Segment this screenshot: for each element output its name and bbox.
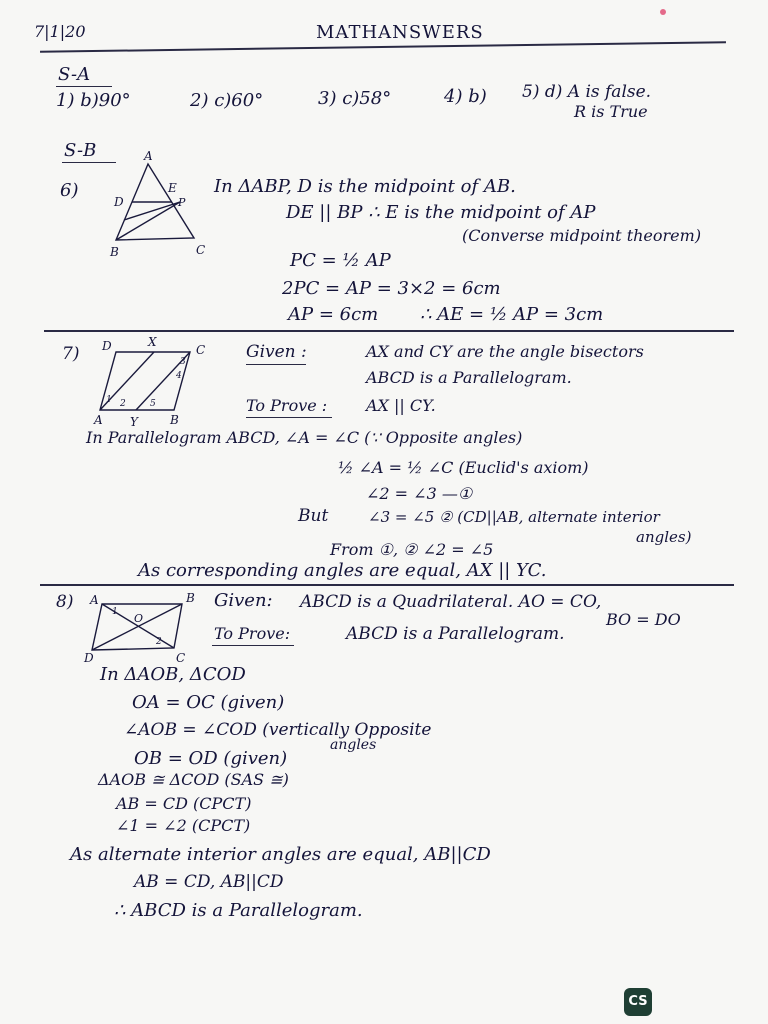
- q7-divider: [40, 584, 734, 586]
- q6-label-d: D: [114, 195, 124, 209]
- q8-prove-underline: [212, 645, 294, 646]
- q6-label-a: A: [144, 149, 153, 163]
- q7-angle-3: 3: [180, 357, 186, 367]
- q8-given-label: Given:: [214, 590, 273, 611]
- q7-prove-underline: [246, 417, 332, 418]
- q6-line-7: ∴ AE = ½ AP = 3cm: [420, 304, 604, 325]
- q7-angle-5: 5: [150, 399, 156, 409]
- q8-number: 8): [56, 592, 74, 612]
- q6-line-1: In ΔABP, D is the midpoint of AB.: [214, 176, 516, 197]
- answer-4: 4) b): [444, 86, 487, 107]
- q8-line-4: angles: [330, 737, 377, 753]
- q6-label-b: B: [110, 245, 119, 259]
- answer-2: 2) c)60°: [190, 90, 264, 111]
- answer-5-reason: R is True: [574, 102, 648, 121]
- q7-line-5: ∠3 = ∠5 ② (CD||AB, alternate interior: [368, 508, 660, 526]
- q6-line-4: PC = ½ AP: [290, 250, 391, 271]
- q8-label-b: B: [186, 591, 195, 605]
- q8-line-9: As alternate interior angles are equal, AB||CD: [70, 844, 491, 865]
- q8-angle-2: 2: [156, 637, 162, 647]
- q7-prove: AX || CY.: [366, 396, 436, 415]
- q8-line-3: ∠AOB = ∠COD (vertically Opposite: [124, 720, 432, 740]
- q6-line-6: AP = 6cm: [288, 304, 379, 325]
- q7-line-6: angles): [636, 528, 692, 546]
- q8-given-2: BO = DO: [606, 610, 681, 629]
- q7-given-underline: [246, 364, 306, 365]
- q6-label-p: P: [178, 196, 186, 209]
- q7-given-label: Given :: [246, 342, 307, 362]
- q8-line-11: ∴ ABCD is a Parallelogram.: [114, 900, 363, 921]
- answer-5: 5) d) A is false.: [522, 82, 652, 102]
- q7-line-3: ∠2 = ∠3 —①: [366, 484, 473, 503]
- q7-line-7: From ①, ② ∠2 = ∠5: [330, 540, 494, 559]
- q6-line-2: DE || BP ∴ E is the midpoint of AP: [286, 202, 596, 223]
- q8-line-1: In ΔAOB, ΔCOD: [100, 664, 246, 685]
- q8-line-5: OB = OD (given): [134, 748, 288, 769]
- q7-conclusion: As corresponding angles are equal, AX || YC.: [138, 560, 547, 581]
- q7-given-2: ABCD is a Parallelogram.: [366, 368, 572, 387]
- q6-divider: [44, 330, 734, 332]
- q8-line-7: AB = CD (CPCT): [116, 794, 252, 813]
- q8-quadrilateral-figure: [82, 590, 202, 666]
- q8-prove-label: To Prove:: [214, 624, 291, 643]
- q8-line-6: ΔAOB ≅ ΔCOD (SAS ≅): [98, 770, 289, 789]
- q7-label-x: X: [148, 335, 157, 349]
- q7-label-a: A: [94, 413, 103, 427]
- q6-line-5: 2PC = AP = 3×2 = 6cm: [282, 278, 501, 299]
- q7-angle-4: 4: [176, 371, 182, 381]
- q7-angle-2: 2: [120, 399, 126, 409]
- page-date: 7|1|20: [34, 22, 86, 41]
- q6-number: 6): [60, 180, 79, 201]
- q8-angle-1: 1: [112, 607, 118, 617]
- q6-label-c: C: [196, 243, 206, 257]
- q8-label-a: A: [90, 593, 99, 607]
- page-title: MATHANSWERS: [316, 22, 484, 43]
- q8-label-d: D: [84, 651, 94, 665]
- q7-line-4: But: [298, 506, 329, 526]
- q7-label-b: B: [170, 413, 179, 427]
- q8-label-o: O: [134, 612, 144, 625]
- q8-line-8: ∠1 = ∠2 (CPCT): [116, 816, 251, 835]
- q6-line-3: (Converse midpoint theorem): [462, 226, 702, 245]
- section-b-label: S-B: [64, 140, 97, 161]
- q7-label-c: C: [196, 343, 206, 357]
- q7-line-1: In Parallelogram ABCD, ∠A = ∠C (∵ Opposite angles): [86, 428, 523, 447]
- ink-dot: [660, 9, 666, 15]
- section-a-underline: [56, 86, 112, 87]
- q8-line-2: OA = OC (given): [132, 692, 285, 713]
- q8-line-10: AB = CD, AB||CD: [134, 872, 284, 892]
- q7-label-d: D: [102, 339, 112, 353]
- q7-parallelogram-figure: [92, 334, 208, 428]
- answer-3: 3) c)58°: [318, 88, 392, 109]
- q7-line-2: ½ ∠A = ½ ∠C (Euclid's axiom): [338, 458, 589, 477]
- q7-prove-label: To Prove :: [246, 396, 328, 415]
- q7-angle-1: 1: [106, 395, 112, 405]
- q6-triangle-figure: [108, 146, 204, 262]
- q8-prove: ABCD is a Parallelogram.: [346, 624, 565, 644]
- q7-label-y: Y: [130, 415, 138, 429]
- q8-given: ABCD is a Quadrilateral. AO = CO,: [300, 592, 602, 612]
- section-a-label: S-A: [58, 64, 91, 85]
- q8-label-c: C: [176, 651, 186, 665]
- q7-number: 7): [62, 344, 80, 364]
- q6-label-e: E: [168, 181, 177, 195]
- answer-1: 1) b)90°: [56, 90, 131, 111]
- q7-given-1: AX and CY are the angle bisectors: [366, 342, 644, 361]
- camscanner-badge: CS: [624, 988, 652, 1016]
